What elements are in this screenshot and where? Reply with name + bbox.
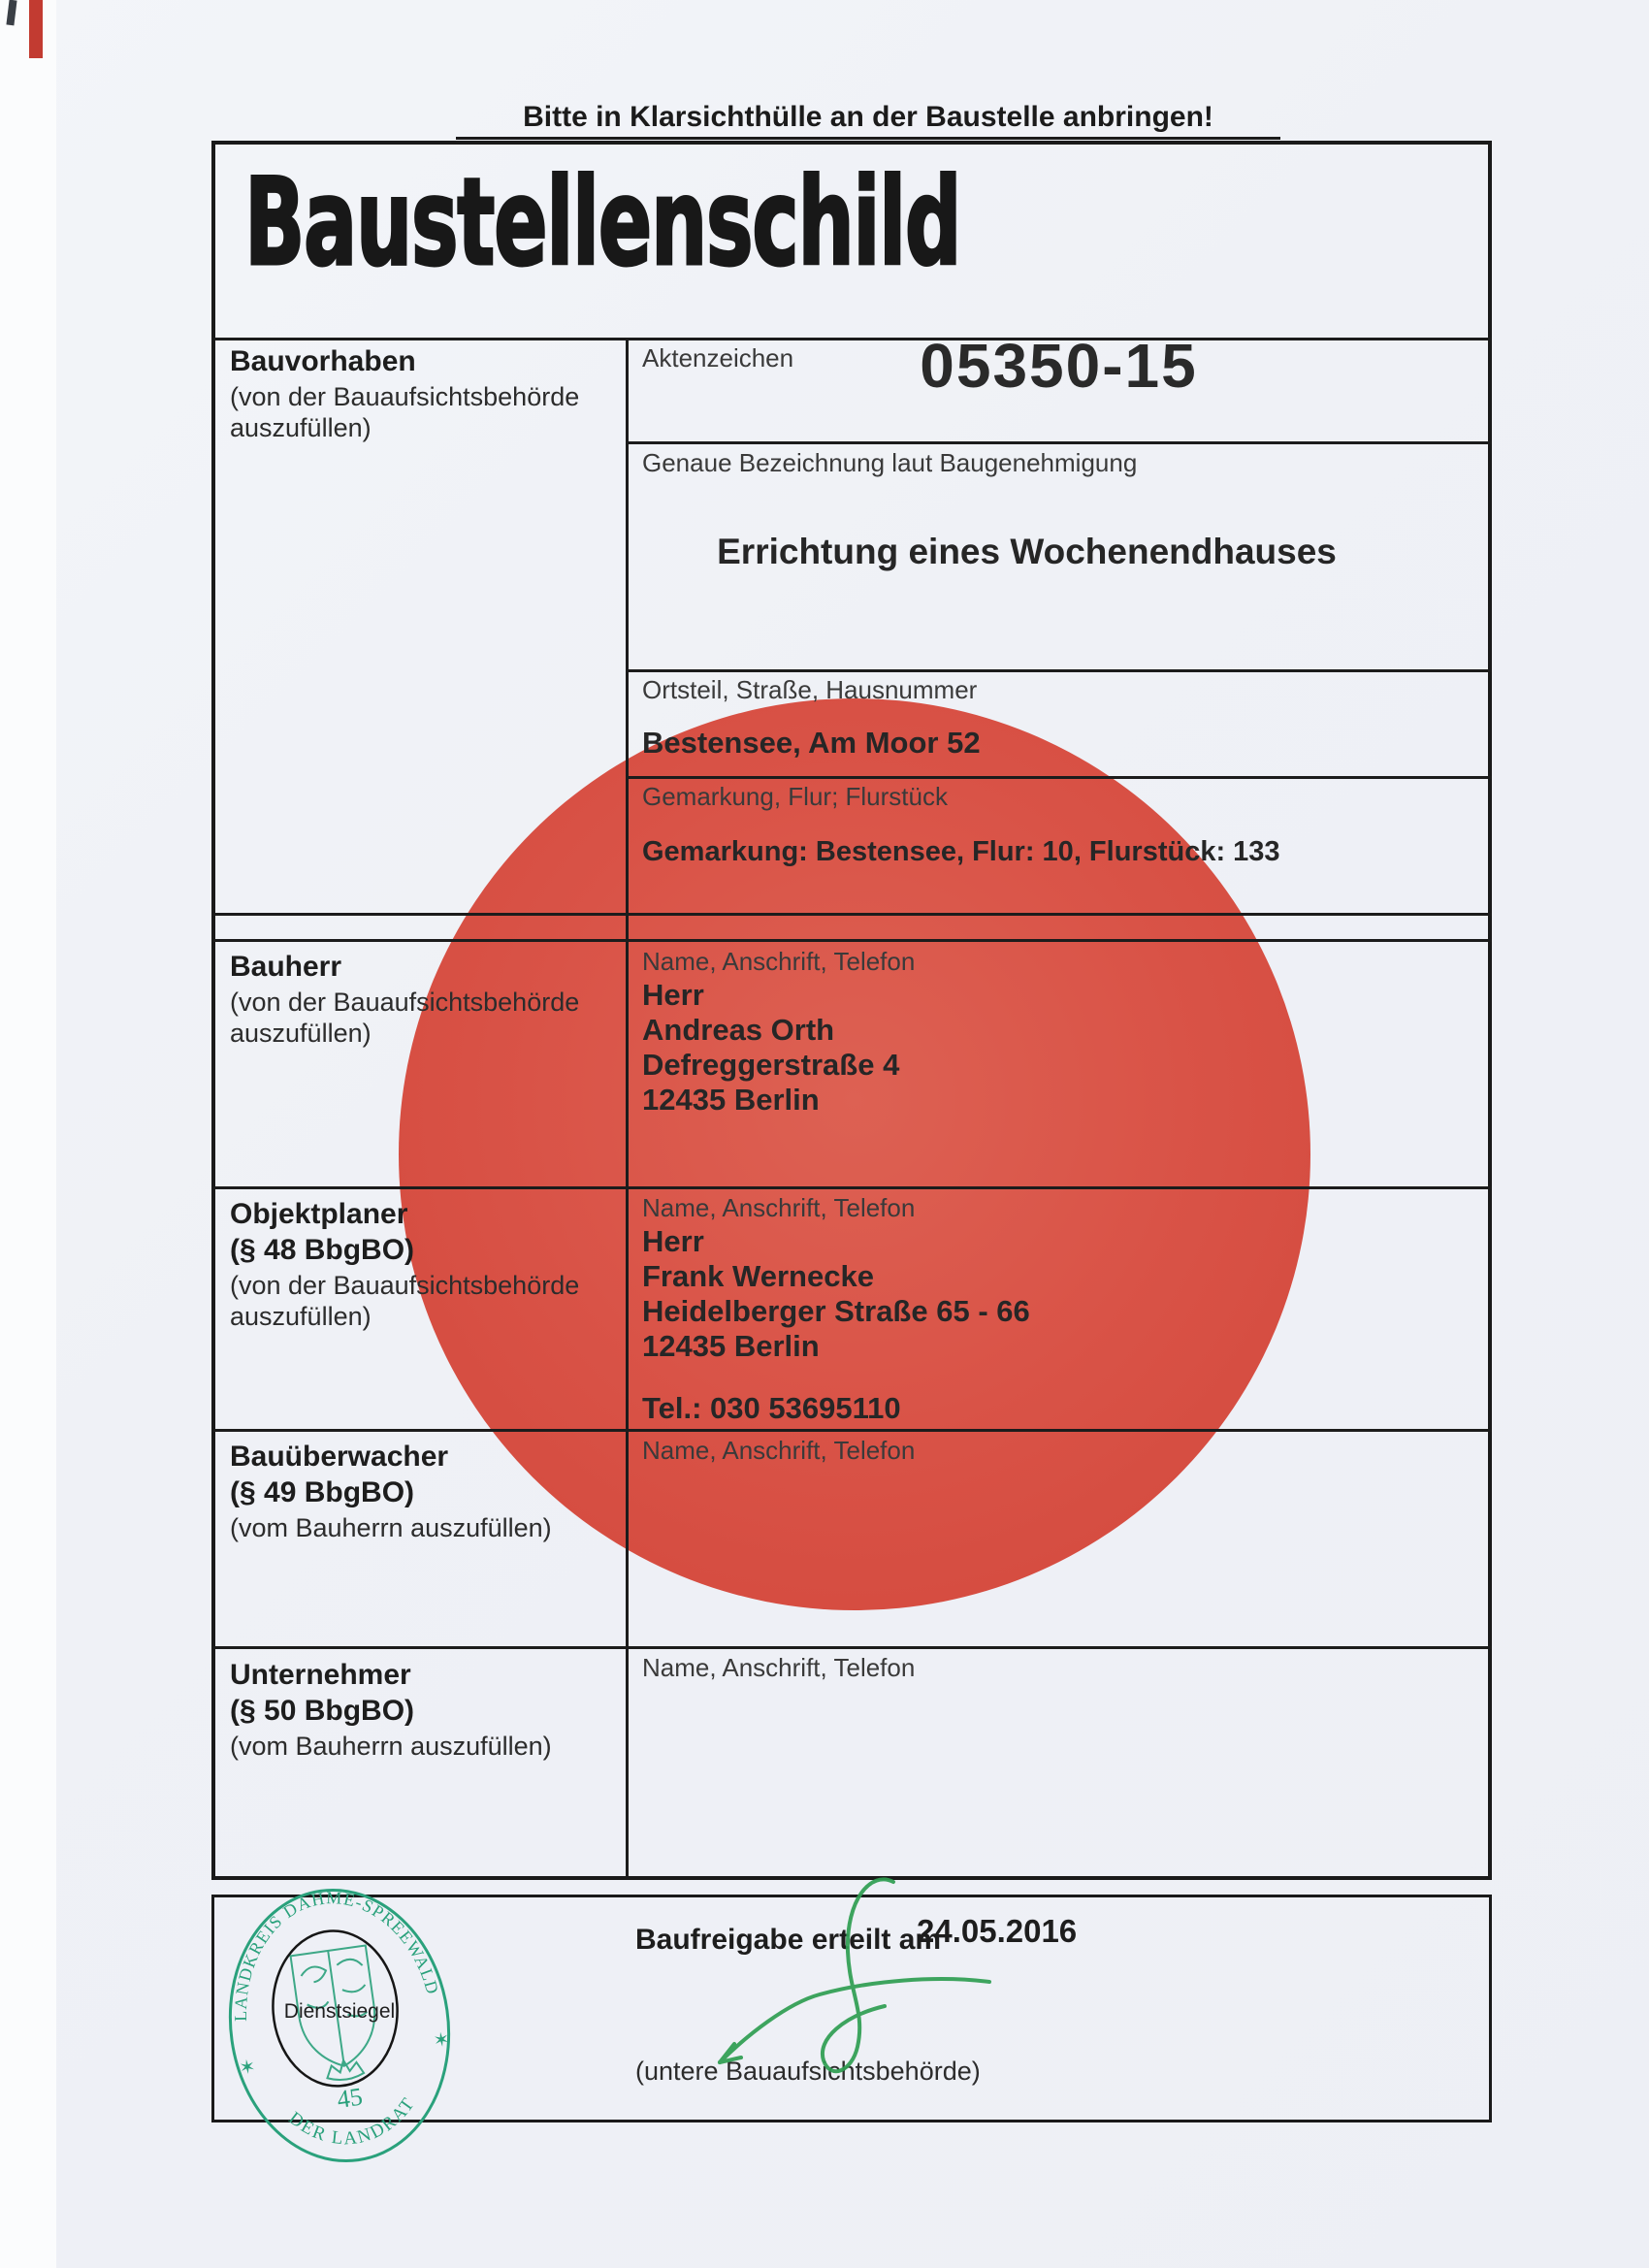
seal-star-right: ✶: [432, 2028, 452, 2053]
section-paragraph: (§ 50 BbgBO): [230, 1695, 415, 1727]
section-title-bauvorhaben: Bauvorhaben: [230, 345, 416, 377]
cell-divider: [626, 776, 1492, 779]
row-divider: [211, 913, 1492, 916]
objektplaner-line: Herr: [642, 1224, 704, 1258]
field-label: Name, Anschrift, Telefon: [642, 1193, 916, 1222]
seal-ring-text-top: LANDKREIS DAHME-SPREEWALD: [230, 1888, 443, 2022]
section-note: auszufüllen): [230, 1302, 372, 1331]
bauherr-line: Herr: [642, 978, 704, 1012]
section-note: (von der Bauaufsichtsbehörde: [230, 1271, 580, 1300]
section-note: auszufüllen): [230, 413, 372, 442]
seal-number: 45: [335, 2082, 365, 2114]
cell-divider: [626, 441, 1492, 444]
field-label: Name, Anschrift, Telefon: [642, 947, 916, 976]
seal-center-label: Dienstsiegel: [283, 2000, 396, 2023]
aktenzeichen-value: 05350-15: [920, 331, 1198, 401]
bauherr-line: 12435 Berlin: [642, 1083, 820, 1117]
section-note: (vom Bauherrn auszufüllen): [230, 1513, 552, 1542]
ortsteil-value: Bestensee, Am Moor 52: [642, 726, 981, 760]
field-label: Name, Anschrift, Telefon: [642, 1436, 916, 1465]
row-divider: [211, 939, 1492, 942]
objektplaner-line: Frank Wernecke: [642, 1259, 874, 1293]
section-note: (von der Bauaufsichtsbehörde: [230, 988, 580, 1017]
row-divider: [211, 1186, 1492, 1189]
ortsteil-label: Ortsteil, Straße, Hausnummer: [642, 675, 978, 704]
approval-label: Baufreigabe erteilt am: [635, 1924, 942, 1956]
aktenzeichen-label: Aktenzeichen: [642, 343, 794, 373]
row-divider: [211, 1646, 1492, 1649]
section-paragraph: (§ 49 BbgBO): [230, 1476, 415, 1508]
seal-star-left: ✶: [238, 2056, 257, 2080]
objektplaner-line: Heidelberger Straße 65 - 66: [642, 1294, 1030, 1328]
bauherr-line: Defreggerstraße 4: [642, 1048, 900, 1082]
authority-note: (untere Bauaufsichtsbehörde): [635, 2057, 981, 2086]
bezeichnung-label: Genaue Bezeichnung laut Baugenehmigung: [642, 448, 1138, 477]
section-title-objektplaner: Objektplaner: [230, 1198, 408, 1230]
section-note: (vom Bauherrn auszufüllen): [230, 1732, 552, 1761]
cell-divider: [626, 669, 1492, 672]
form-title: Baustellenschild: [244, 153, 961, 293]
approval-date: 24.05.2016: [917, 1913, 1078, 1949]
gemarkung-label: Gemarkung, Flur; Flurstück: [642, 782, 948, 811]
row-divider: [211, 1429, 1492, 1432]
objektplaner-line: 12435 Berlin: [642, 1329, 820, 1363]
objektplaner-phone: Tel.: 030 53695110: [642, 1391, 901, 1425]
section-note: auszufüllen): [230, 1019, 372, 1048]
instruction-banner: Bitte in Klarsichthülle an der Baustelle anbringen!: [523, 101, 1213, 133]
section-note: (von der Bauaufsichtsbehörde: [230, 382, 580, 411]
section-title-bauueberwacher: Bauüberwacher: [230, 1441, 449, 1473]
gemarkung-value: Gemarkung: Bestensee, Flur: 10, Flurstück: 133: [642, 836, 1280, 867]
section-title-unternehmer: Unternehmer: [230, 1659, 411, 1691]
field-label: Name, Anschrift, Telefon: [642, 1653, 916, 1682]
bauherr-line: Andreas Orth: [642, 1013, 835, 1047]
seal-ring-text-bottom: DER LANDRAT: [284, 2092, 420, 2150]
instruction-underline: [456, 137, 1280, 140]
section-paragraph: (§ 48 BbgBO): [230, 1234, 415, 1266]
bezeichnung-value: Errichtung eines Wochenendhauses: [717, 532, 1337, 571]
section-title-bauherr: Bauherr: [230, 951, 342, 983]
